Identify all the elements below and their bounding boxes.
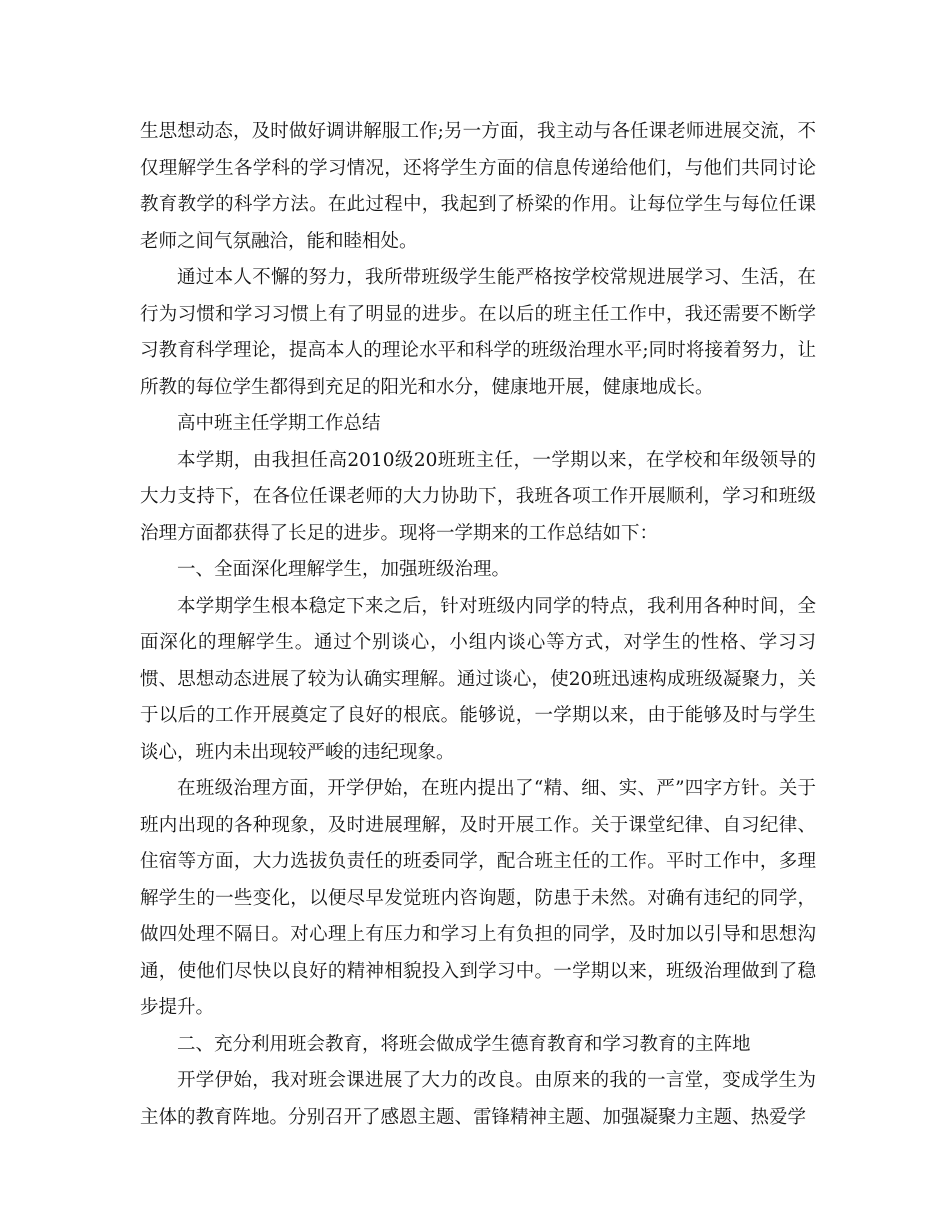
subheading-class-meetings: 二、充分利用班会教育，将班会做成学生德育教育和学习教育的主阵地	[177, 1033, 751, 1055]
subheading-understand-students: 一、全面深化理解学生，加强班级治理。	[177, 559, 511, 580]
document-body	[140, 114, 816, 1136]
paragraph-continuation: 生思想动态，及时做好调讲解服工作;另一方面，我主动与各任课老师进展交流，不仅理解学生各学科的学习情况，还将学生方面的信息传递给他们，与他们共同讨论教育教学的科学方法。在此过程中，我起到了桥梁的作用。让每位学生与每位任课老师之间气氛融洽，能和睦相处。	[140, 121, 816, 252]
paragraph-semester-intro: 本学期，由我担任高2010级20班班主任，一学期以来，在学校和年级领导的大力支持下，在各位任课老师的大力协助下，我班各项工作开展顺利，学习和班级治理方面都获得了长足的进步。现将一学期来的工作总结如下：	[140, 449, 816, 544]
paragraph-class-management: 在班级治理方面，开学伊始，在班内提出了“精、细、实、严”四字方针。关于班内出现的各种现象，及时进展理解，及时开展工作。关于课堂纪律、自习纪律、住宿等方面，大力选拔负责任的班委同学，配合班主任的工作。平时工作中，多理解学生的一些变化，以便尽早发觉班内咨询题，防患于未然。对确有违纪的同学，做四处理不隔日。对心理上有压力和学习上有负担的同学，及时加以引导和思想沟通，使他们尽快以良好的精神相貌投入到学习中。一学期以来，班级治理做到了稳步提升。	[140, 778, 816, 1018]
paragraph-class-meetings: 开学伊始，我对班会课进展了大力的改良。由原来的我的一言堂，变成学生为主体的教育阵地。分别召开了感恩主题、雷锋精神主题、加强凝聚力主题、热爱学	[140, 1070, 816, 1128]
paragraph-effort-summary: 通过本人不懈的努力，我所带班级学生能严格按学校常规进展学习、生活，在行为习惯和学习习惯上有了明显的进步。在以后的班主任工作中，我还需要不断学习教育科学理论，提高本人的理论水平和科学的班级治理水平;同时将接着努力，让所教的每位学生都得到充足的阳光和水分，健康地开展，健康地成长。	[140, 267, 816, 398]
paragraph-understand-students: 本学期学生根本稳定下来之后，针对班级内同学的特点，我利用各种时间，全面深化的理解学生。通过个别谈心，小组内谈心等方式，对学生的性格、学习习惯、思想动态进展了较为认确实理解。通过谈心，使20班迅速构成班级凝聚力，关于以后的工作开展奠定了良好的根底。能够说，一学期以来，由于能够及时与学生谈心，班内未出现较严峻的违纪现象。	[140, 595, 816, 763]
section-title: 高中班主任学期工作总结	[177, 413, 381, 434]
